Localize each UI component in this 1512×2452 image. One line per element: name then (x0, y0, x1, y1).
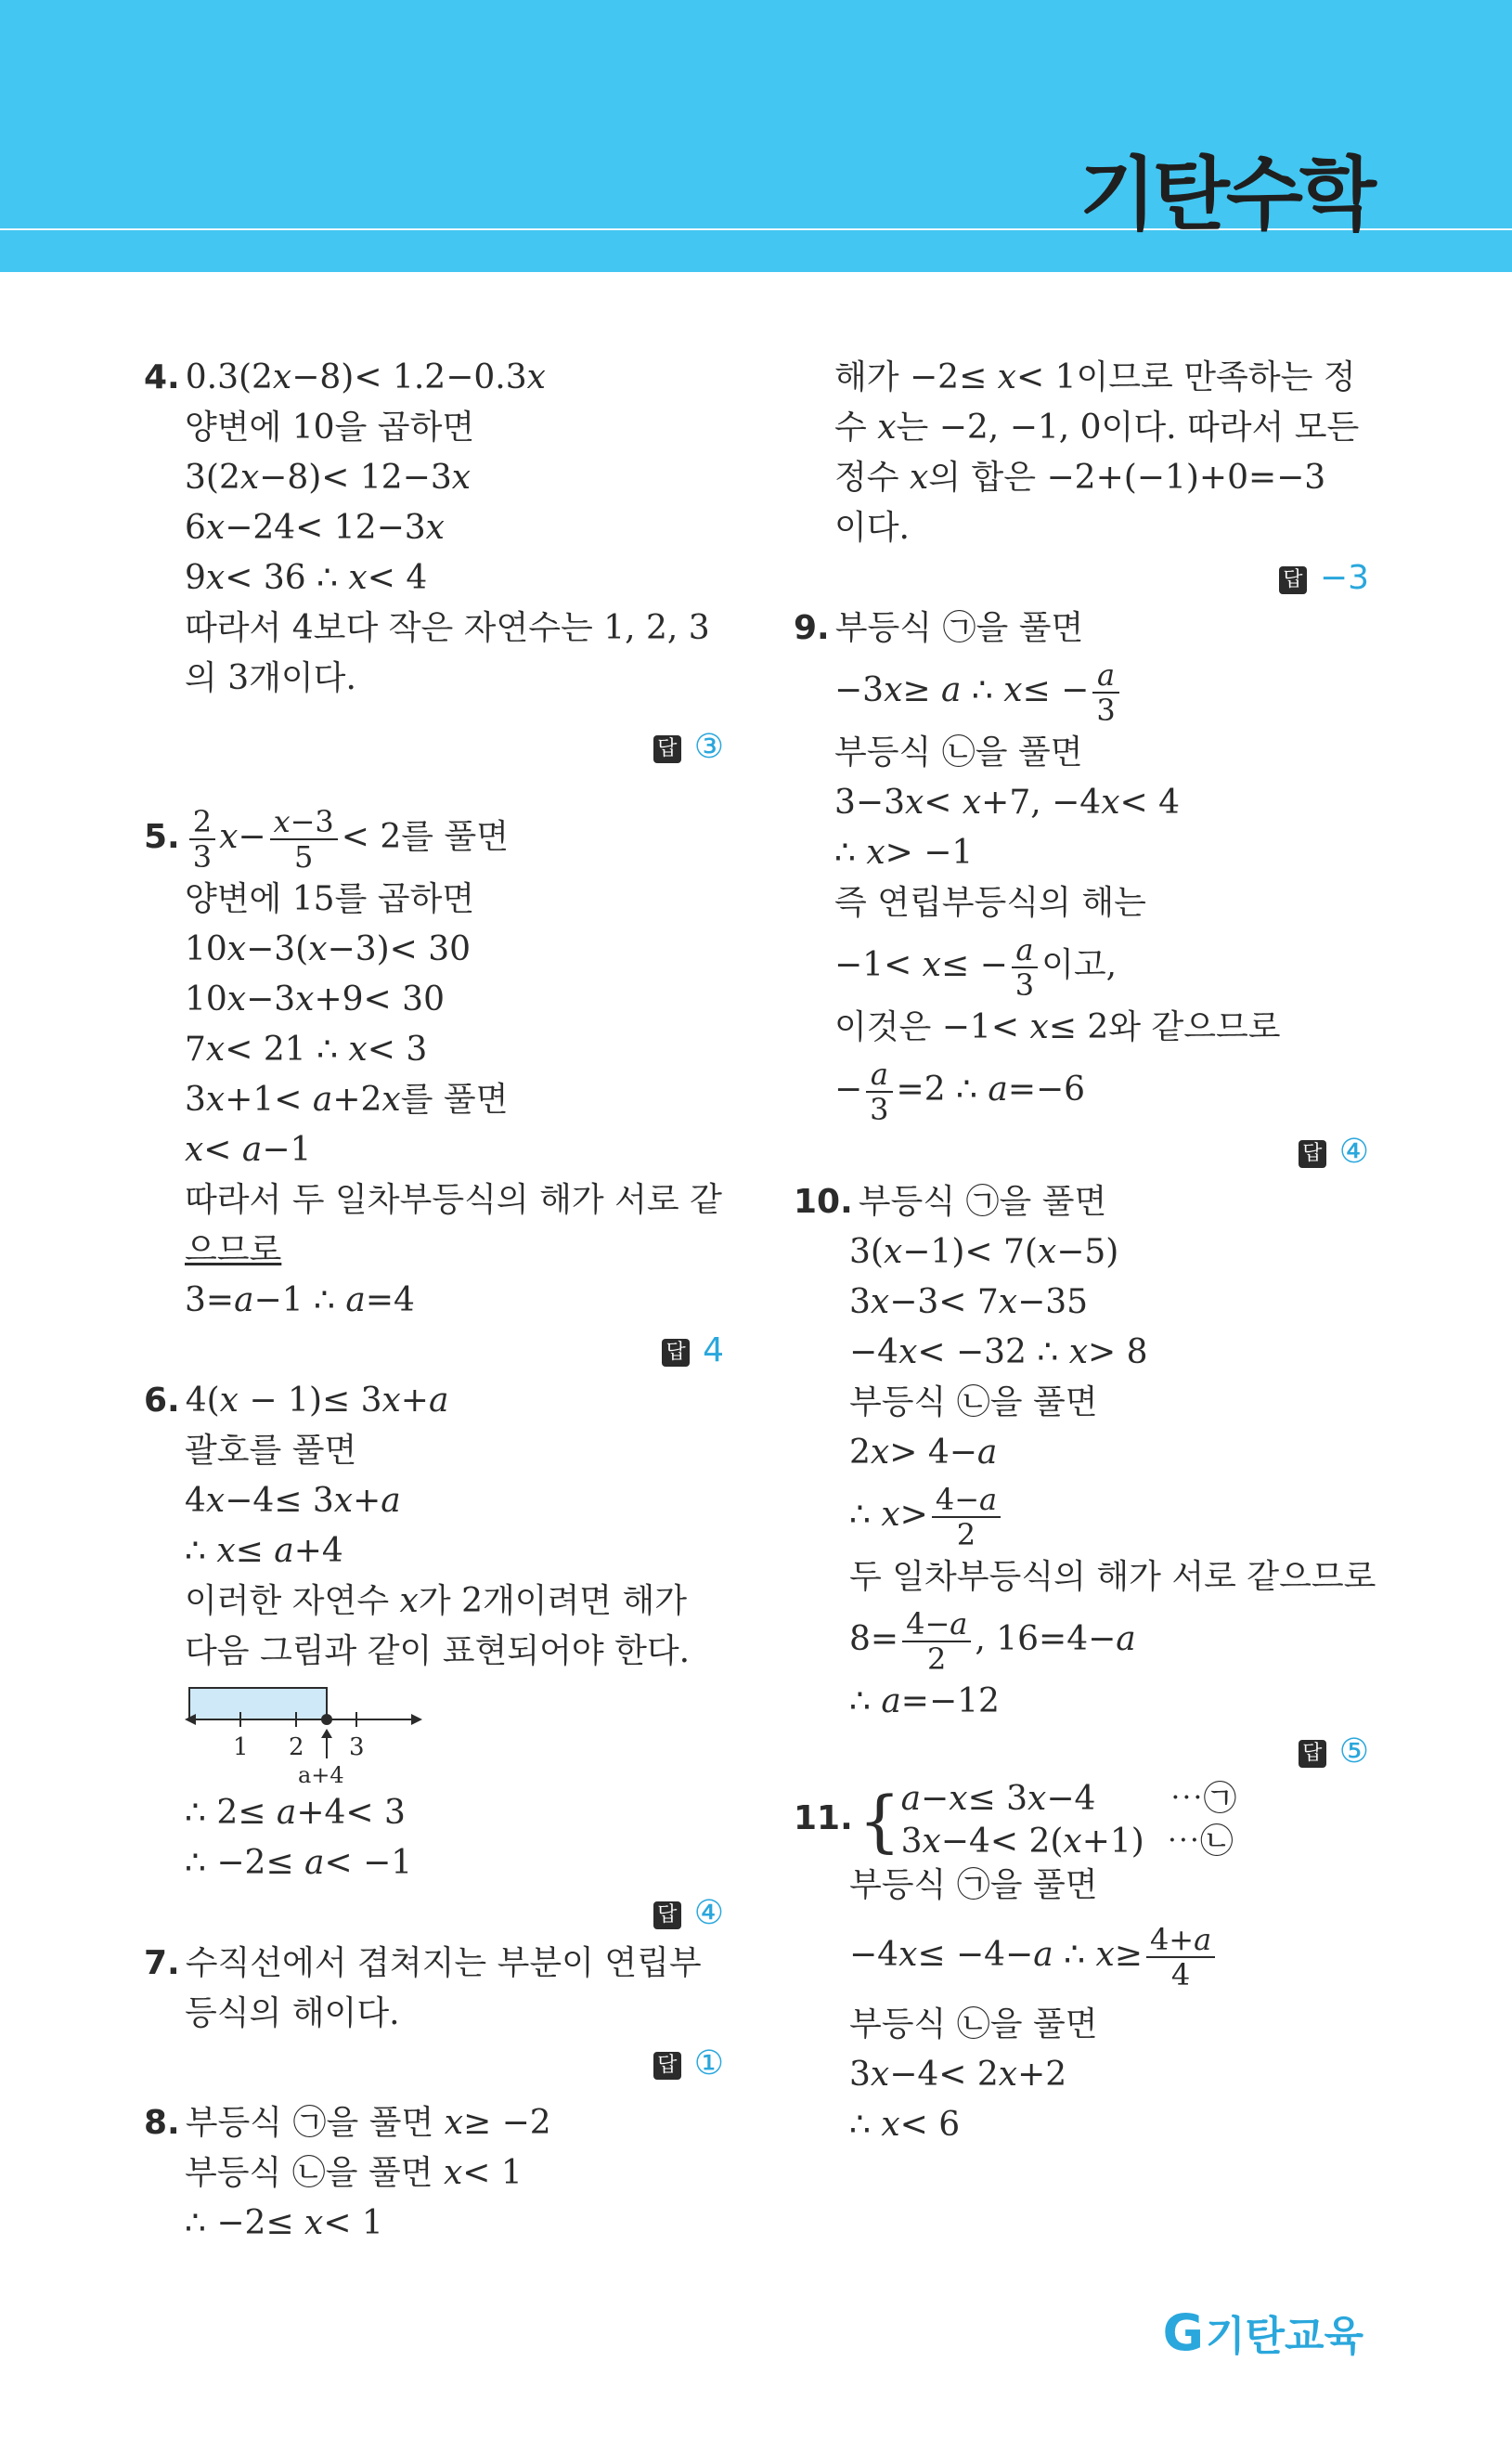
solution-line: 이러한 자연수 𝑥가 2개이려면 해가 (185, 1582, 688, 1620)
expr-text: − (834, 1070, 863, 1109)
solution-line: 3−3𝑥< 𝑥+7, −4𝑥< 4 (834, 784, 1181, 822)
answer-icon: 답 (653, 1901, 681, 1929)
expr-text: 𝑥− (219, 818, 266, 856)
problem-number: 4. (144, 358, 180, 396)
problem-9 (794, 603, 1369, 1177)
answer-value: 4 (703, 1331, 724, 1369)
solution-line: 괄호를 풀면 (185, 1432, 357, 1470)
solution-line: 부등식 ㉠을 풀면 (834, 609, 1084, 647)
solution-line: 부등식 ㉠을 풀면 (858, 1183, 1107, 1221)
number-line-figure (185, 1677, 724, 1788)
solution-line: 수직선에서 겹쳐지는 부분이 연립부 (185, 1944, 702, 1982)
problem-8-continued (794, 353, 1369, 603)
solution-line: 따라서 4보다 작은 자연수는 1, 2, 3 (185, 609, 710, 647)
answer (144, 722, 724, 772)
answer-value: ③ (693, 728, 724, 766)
arrow-right-icon (411, 1714, 422, 1725)
solution-line: 부등식 ㉡을 풀면 𝑥< 1 (185, 2154, 523, 2192)
tick-label-1: 1 (233, 1733, 249, 1761)
solution-line: 다음 그림과 같이 표현되어야 한다. (185, 1632, 691, 1670)
solution-range-box (189, 1688, 327, 1719)
answer (794, 553, 1369, 603)
expr-text: =2 ∴ 𝑎=−6 (896, 1070, 1086, 1109)
problem-5 (144, 800, 724, 1376)
fraction: $\frac{\text{𝑥−3}}{5}$ (270, 805, 338, 874)
expr-text: 8= (849, 1620, 899, 1658)
publisher-name: 기탄교육 (1205, 2313, 1363, 2360)
solution-line: 두 일차부등식의 해가 서로 같으므로 (849, 1558, 1376, 1596)
solution-line: 등식의 해이다. (185, 1994, 400, 2032)
problem-6 (144, 1376, 724, 1939)
solution-line: 해가 −2≤ 𝑥< 1이므로 만족하는 정 (834, 358, 1356, 396)
number-line-svg (185, 1677, 426, 1788)
tick-label-3: 3 (349, 1733, 365, 1761)
solution-line: 4(𝑥 − 1)≤ 3𝑥+𝑎 (185, 1382, 449, 1420)
answer-value: −3 (1319, 559, 1369, 597)
expr-text: , 16=4−𝑎 (975, 1620, 1136, 1658)
problem-number: 9. (794, 609, 830, 647)
expr-text: 이고, (1041, 946, 1118, 984)
solution-line: 이것은 −1< 𝑥≤ 2와 같으므로 (834, 1008, 1281, 1046)
system-tag-1: ⋯㉠ (1170, 1780, 1237, 1818)
solution-line: 부등식 ㉡을 풀면 (849, 2005, 1098, 2043)
publisher-logo-icon: G (1162, 2303, 1204, 2362)
fraction: $\frac{\text{4−𝑎}}{2}$ (932, 1483, 1001, 1551)
answer-icon: 답 (1299, 1140, 1326, 1168)
expr-text: −1< 𝑥≤ − (834, 946, 1008, 984)
answer-value: ④ (693, 1894, 724, 1932)
solution-line: 이다. (834, 509, 910, 547)
expr-text: −3𝑥≥ 𝑎 ∴ 𝑥≤ − (834, 671, 1090, 709)
solution-line: 3=𝑎−1 ∴ 𝑎=4 (185, 1281, 415, 1319)
solution-line: 양변에 10을 곱하면 (185, 409, 475, 447)
problem-10 (794, 1177, 1376, 1777)
answer-icon: 답 (653, 735, 681, 763)
system-row-2: 3𝑥−4< 2(𝑥+1) (900, 1823, 1144, 1861)
fraction: $\frac{\text{𝑎}}{3}$ (1012, 933, 1038, 1002)
solution-line: 9𝑥< 36 ∴ 𝑥< 4 (185, 559, 428, 597)
solution-line: −4𝑥< −32 ∴ 𝑥> 8 (849, 1333, 1148, 1371)
problem-number: 10. (794, 1183, 853, 1221)
answer-value: ⑤ (1338, 1732, 1369, 1771)
problem-8 (144, 2098, 724, 2249)
solution-line: 3(𝑥−1)< 7(𝑥−5) (849, 1233, 1119, 1271)
solution-line: ∴ 𝑥< 6 (849, 2106, 961, 2144)
solution-line: 수 𝑥는 −2, −1, 0이다. 따라서 모든 (834, 409, 1360, 447)
answer-icon: 답 (662, 1339, 690, 1367)
system-row-1: 𝑎−𝑥≤ 3𝑥−4 (900, 1780, 1096, 1818)
solution-line: 6𝑥−24< 12−3𝑥 (185, 509, 445, 547)
solution-line: 10𝑥−3𝑥+9< 30 (185, 980, 445, 1018)
solution-line: 4𝑥−4≤ 3𝑥+𝑎 (185, 1482, 401, 1520)
solution-line: 0.3(2𝑥−8)< 1.2−0.3𝑥 (185, 358, 546, 396)
problem-number: 5. (144, 818, 180, 856)
solution-line: 부등식 ㉠을 풀면 𝑥≥ −2 (185, 2104, 551, 2142)
problem-number: 11. (794, 1799, 853, 1837)
answer (144, 1326, 724, 1376)
solution-line: ∴ 2≤ 𝑎+4< 3 (185, 1794, 406, 1832)
answer (144, 2039, 724, 2089)
fraction: $\frac{\text{𝑎}}{3}$ (866, 1057, 892, 1126)
inequality-system (901, 1778, 1237, 1863)
problem-number: 6. (144, 1382, 180, 1420)
solution-line: 정수 𝑥의 합은 −2+(−1)+0=−3 (834, 459, 1326, 497)
problem-4 (144, 353, 724, 772)
solution-line: 2𝑥> 4−𝑎 (849, 1434, 998, 1472)
solution-line: 10𝑥−3(𝑥−3)< 30 (185, 930, 472, 968)
system-brace: { (858, 1782, 901, 1860)
expr-text: ∴ 𝑥> (849, 1496, 928, 1534)
arrow-up-icon (321, 1729, 332, 1738)
solution-line: 부등식 ㉡을 풀면 (834, 733, 1083, 772)
answer-icon: 답 (1299, 1740, 1326, 1768)
endpoint-dot (321, 1714, 332, 1725)
pointer-label: a+4 (298, 1762, 344, 1788)
fraction: $\frac{\text{𝑎}}{3}$ (1092, 658, 1118, 727)
page-header (0, 0, 1512, 272)
brand-logo: 기탄수학 (1079, 149, 1373, 241)
problem-number: 7. (144, 1944, 180, 1982)
solution-line: 3𝑥−4< 2𝑥+2 (849, 2056, 1067, 2094)
answer (794, 1727, 1369, 1777)
solution-line: 3𝑥+1< 𝑎+2𝑥를 풀면 (185, 1081, 509, 1119)
solution-line: 의 3개이다. (185, 659, 356, 697)
solution-line: 부등식 ㉡을 풀면 (849, 1383, 1098, 1421)
solution-line: 𝑥< 𝑎−1 (185, 1131, 312, 1169)
expr-text: −4𝑥≤ −4−𝑎 ∴ 𝑥≥ (849, 1936, 1143, 1974)
problem-7 (144, 1939, 724, 2089)
solution-line: 부등식 ㉠을 풀면 (849, 1866, 1098, 1904)
solution-line: ∴ 𝑥≤ 𝑎+4 (185, 1532, 343, 1570)
solution-line: 양변에 15를 곱하면 (185, 880, 475, 918)
left-column (144, 353, 724, 2249)
solution-line: 3(2𝑥−8)< 12−3𝑥 (185, 459, 472, 497)
answer-icon: 답 (1279, 566, 1307, 594)
fraction: $\frac{2}{3}$ (189, 805, 215, 874)
solution-line: ∴ 𝑎=−12 (849, 1682, 1000, 1720)
publisher-footer (1163, 2303, 1363, 2362)
solution-line: 7𝑥< 21 ∴ 𝑥< 3 (185, 1031, 428, 1069)
right-column (794, 353, 1376, 2150)
system-tag-2: ⋯㉡ (1166, 1823, 1234, 1861)
problem-11 (794, 1777, 1369, 2150)
problem-number: 8. (144, 2104, 180, 2142)
solution-line: 따라서 두 일차부등식의 해가 서로 같 (185, 1181, 722, 1219)
answer-icon: 답 (653, 2052, 681, 2080)
solution-line: 3𝑥−3< 7𝑥−35 (849, 1283, 1089, 1321)
solution-line: 으므로 (185, 1231, 282, 1269)
solution-line: 즉 연립부등식의 해는 (834, 884, 1146, 922)
fraction: $\frac{\text{4−𝑎}}{2}$ (902, 1607, 971, 1676)
fraction: $\frac{\text{4+𝑎}}{4}$ (1146, 1923, 1215, 1991)
solution-line: ∴ 𝑥> −1 (834, 834, 974, 872)
answer (794, 1127, 1369, 1177)
solution-line: ∴ −2≤ 𝑥< 1 (185, 2204, 383, 2242)
tick-label-2: 2 (289, 1733, 304, 1761)
expr-text: < 2를 풀면 (341, 818, 510, 856)
answer (144, 1888, 724, 1939)
answer-value: ① (693, 2044, 724, 2082)
solution-line: ∴ −2≤ 𝑎< −1 (185, 1844, 413, 1882)
answer-value: ④ (1338, 1133, 1369, 1171)
